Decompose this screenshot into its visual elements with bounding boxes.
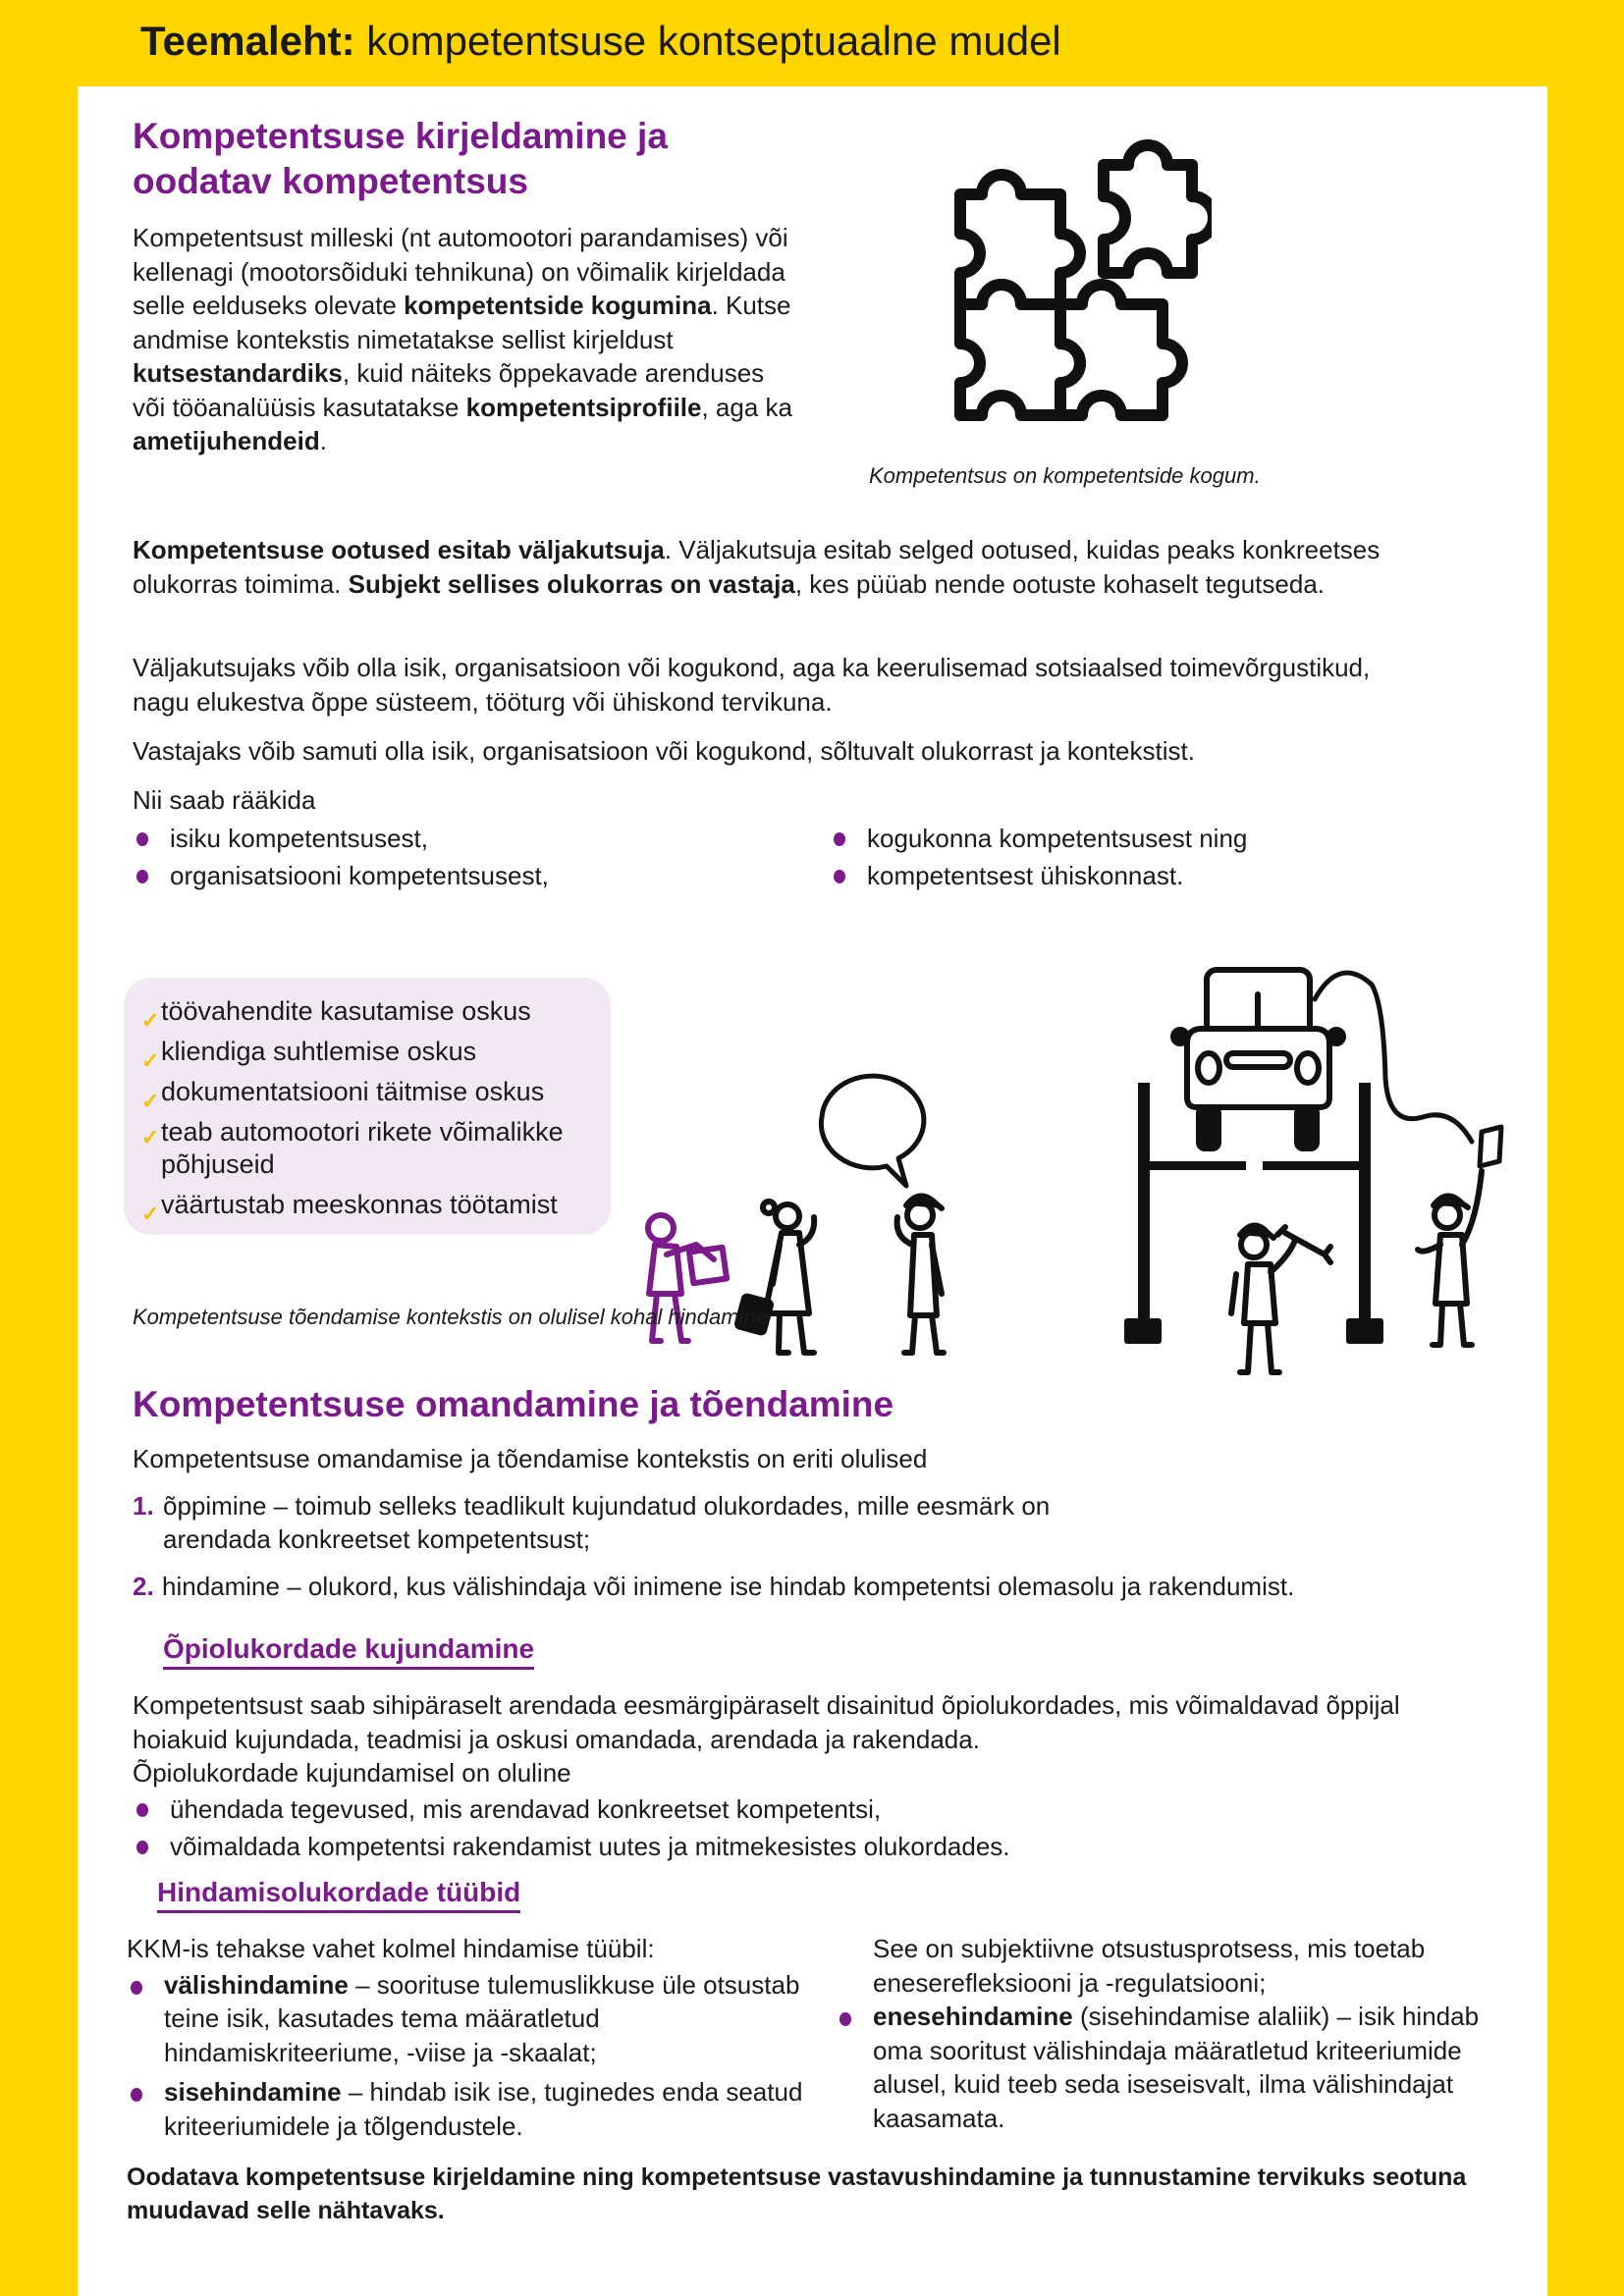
speech-bubble-icon (821, 1076, 923, 1186)
assessment-right-column (836, 1932, 1523, 2135)
term-text: – hindab isik ise, tuginedes enda seatud kriteeriumidele ja tõlgendustele. (164, 2077, 803, 2141)
assessment-left-column (127, 1932, 834, 2143)
intro-text-4: , aga ka (701, 392, 792, 422)
skill-label: töövahendite kasutamise oskus (161, 996, 531, 1026)
skill-label: dokumentatsiooni täitmise oskus (161, 1077, 545, 1106)
term-bold: välishindamine (164, 1969, 349, 2000)
intro-bold-1: kompetentside kogumina (404, 291, 712, 320)
skill-label: kliendiga suhtlemise oskus (161, 1037, 477, 1066)
assessment-list-right (836, 2000, 1523, 2135)
intro-text-3: , kuid näiteks õppekavade arenduses või tööanalüüsis kasutatakse (133, 358, 765, 422)
list-item: isiku kompetentsusest, (133, 820, 722, 857)
intro-text-5: . (319, 426, 327, 455)
mechanic-wrench-icon (1231, 1225, 1330, 1372)
item-number: 2. (133, 1572, 154, 1601)
list-item: ühendada tegevused, mis arendavad konkreetset kompetentsi, (133, 1790, 1409, 1828)
section1-para4: Vastajaks võib samuti olla isik, organisatsioon või kogukond, sõltuvalt olukorrast ja kontekstist. (133, 736, 1195, 766)
entity-list-left (133, 820, 722, 894)
term-bold: enesehindamine (873, 2002, 1073, 2031)
puzzle-caption: Kompetentsus on kompetentside kogum. (869, 463, 1261, 488)
closing-statement: Oodatava kompetentsuse kirjeldamine ning kompetentsuse vastavushindamine ja tunnustamine tervikuks seotuna muudavad selle nähtavaks. (127, 2163, 1467, 2224)
skill-item (141, 1072, 611, 1112)
para2-text-2: , kes püüab nende ootuste kohaselt tegutseda. (794, 568, 1326, 599)
item-text: hindamine – olukord, kus välishindaja või inimene ise hindab kompetentsi olemasolu ja rakendumist. (162, 1572, 1295, 1601)
mechanic-laptop-icon (1418, 1171, 1482, 1345)
entity-list-right (830, 820, 1419, 894)
sub1-paragraph: Kompetentsust saab sihipäraselt arendada eesmärgipäraselt disainitud õpiolukordades, mis võimaldavad õppijal hoiakuid kujundada, teadmisi ja oskusi omandada, arendada ja rakendada. (133, 1690, 1400, 1754)
item-number: 1. (133, 1491, 154, 1521)
assessment-right-intro: See on subjektiivne otsustusprotsess, mis toetab eneserefleksiooni ja -regulatsiooni; (873, 1934, 1426, 1998)
list-item: organisatsiooni kompetentsusest, (133, 857, 722, 894)
check-icon: ✓ (141, 1008, 160, 1033)
intro-text-2: . Kutse andmise kontekstis nimetatakse sellist kirjeldust (133, 291, 791, 354)
skill-label: teab automootori rikete võimalikke põhjuseid (161, 1117, 564, 1179)
intro-bold-3: kompetentsiprofiile (465, 392, 702, 422)
section1-intro (133, 221, 800, 458)
list-item: kompetentsest ühiskonnast. (830, 857, 1419, 894)
section1-heading-line2: oodatav kompetentsus (133, 161, 528, 201)
list-item (836, 2000, 1523, 2135)
check-icon: ✓ (141, 1201, 160, 1226)
skill-item (141, 1112, 611, 1185)
section1-para3: Väljakutsujaks võib olla isik, organisatsioon või kogukond, aga ka keerulisemad sotsiaalsed toimevõrgustikud, nagu elukestva õppe süsteem, tööturg või ühiskond tervikuna. (133, 653, 1371, 717)
skill-label: väärtustab meeskonnas töötamist (161, 1190, 558, 1219)
skill-item (141, 991, 611, 1032)
check-icon: ✓ (141, 1048, 160, 1073)
page-title (140, 14, 1061, 69)
intro-text-1: Kompetentsust milleski (nt automootori parandamises) või kellenagi (mootorsõiduki tehnikuna) on võimalik kirjeldada selle eelduseks olevate (133, 223, 788, 320)
para2-bold-2: Subjekt sellises olukorras on vastaja (348, 568, 795, 599)
para2-text-1: . Väljakutsuja esitab selged ootused, kuidas peaks konkreetses olukorras toimima. (133, 535, 1380, 599)
section2-intro: Kompetentsuse omandamise ja tõendamise kontekstis on eriti olulised (133, 1444, 928, 1473)
sub-heading-learning: Õpiolukordade kujundamine (163, 1631, 534, 1670)
sub-heading-assessment: Hindamisolukordade tüübid (157, 1875, 520, 1913)
page-title-bold: Teemaleht: (140, 18, 355, 64)
term-text: – soorituse tulemuslikkuse üle otsustab teine isik, kasutades tema määratletud hindamiskriteeriume, -viise ja -skaalat; (164, 1969, 800, 2067)
skill-item (141, 1032, 611, 1072)
numbered-item (133, 1489, 1145, 1556)
page-title-rest: kompetentsuse kontseptuaalne mudel (354, 18, 1061, 64)
term-text: (sisehindamise alaliik) – isik hindab oma sooritust välishindaja määratletud kriteeriumide alusel, kuid teeb seda iseseisvalt, ilma välishindajat kaasamata. (873, 2002, 1480, 2133)
term-bold: sisehindamine (164, 2077, 342, 2107)
assessment-list-left (127, 1968, 834, 2144)
intro-bold-2: kutsestandardiks (133, 358, 343, 388)
numbered-item (133, 1570, 1507, 1603)
list-item (127, 1968, 834, 2070)
section2-heading: Kompetentsuse omandamine ja tõendamine (133, 1384, 894, 1424)
section1-para2 (133, 533, 1438, 601)
car-lift-icon (1124, 1083, 1383, 1344)
section1-heading-line1: Kompetentsuse kirjeldamine ja (133, 116, 668, 156)
section2-numbered-list (133, 1489, 1507, 1603)
illustration-caption: Kompetentsuse tõendamise kontekstis on olulisel kohal hindamine (133, 1305, 768, 1329)
list-intro: Nii saab rääkida (133, 785, 316, 815)
content-panel (78, 86, 1547, 2296)
list-item (127, 2075, 834, 2143)
check-icon: ✓ (141, 1125, 160, 1149)
car-service-illustration (637, 960, 1531, 1402)
section1-heading (133, 114, 682, 204)
skills-list (124, 978, 611, 1225)
item-text: õppimine – toimub selleks teadlikult kujundatud olukordades, mille eesmärk on arendada konkreetset kompetentsust; (163, 1491, 1051, 1554)
laptop-icon (1480, 1127, 1501, 1166)
sub1-paragraph2: Õpiolukordade kujundamisel on oluline (133, 1758, 571, 1788)
check-icon: ✓ (141, 1089, 160, 1113)
cable-icon (1315, 973, 1472, 1142)
assessment-intro: KKM-is tehakse vahet kolmel hindamise tüübil: (127, 1934, 655, 1963)
skills-box (124, 978, 611, 1235)
skill-item (141, 1185, 611, 1225)
list-item: kogukonna kompetentsusest ning (830, 820, 1419, 857)
puzzle-pieces-icon (947, 126, 1212, 440)
intro-bold-4: ametijuhendeid (133, 426, 320, 455)
para2-bold-1: Kompetentsuse ootused esitab väljakutsuja (133, 535, 665, 564)
sub1-bullets (133, 1790, 1409, 1865)
mechanic-person-icon (897, 1196, 944, 1353)
list-item: võimaldada kompetentsi rakendamist uutes ja mitmekesistes olukordades. (133, 1828, 1409, 1865)
